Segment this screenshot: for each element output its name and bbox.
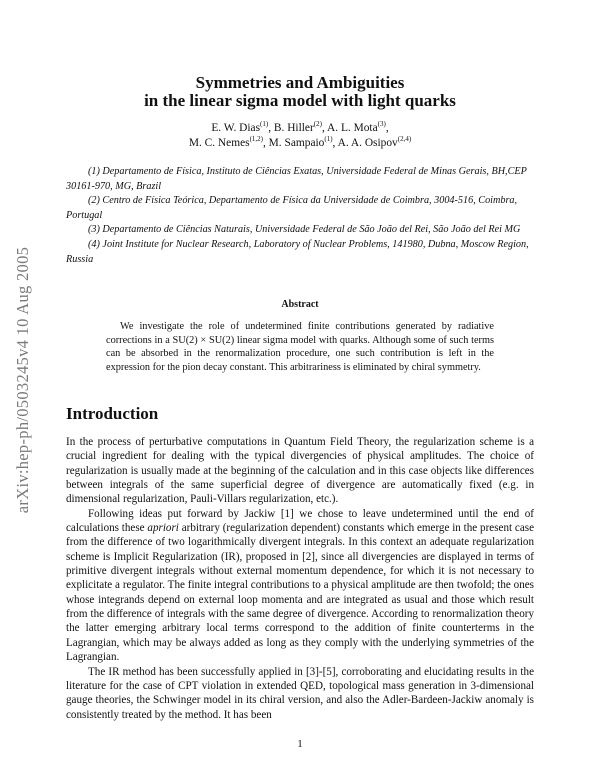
emphasis-apriori: apriori [147, 522, 179, 535]
paragraph-2-start: Following ideas put forward by Jackiw [1] we chose to leave undetermined until the end of calculations these [66, 507, 534, 535]
abstract-text: We investigate the role of undetermined finite contributions generated by radiative corrections in a SU(2) × SU(2) linear sigma model with quarks. Although some of such terms can be absorbed in the renormalization procedure, one such contribution is left in the expression for the pion decay constant. This arbitrariness is eliminated by chiral symmetry. [106, 321, 494, 374]
authors-line-2 [90, 136, 510, 151]
author-name: , M. Sampaio [262, 137, 325, 149]
arxiv-side-stamp [6, 190, 40, 570]
author-list [90, 121, 510, 151]
paragraph-2 [66, 507, 534, 665]
author-name: M. C. Nemes [188, 137, 250, 149]
affiliation-3: (3) Departamento de Ciências Naturais, Universidade Federal de São João del Rei, São João del Rei MG [88, 224, 521, 236]
page-number: 1 [297, 738, 303, 750]
arxiv-id-text: arXiv:hep-ph/0503245v4 10 Aug 2005 [13, 246, 32, 514]
authors-line-1 [90, 121, 510, 136]
affil-marker: (1,2) [249, 135, 263, 144]
paragraph-2-rest: arbitrary (regularization dependent) constants which emerge in the present case from the difference of two logarithmically divergent integrals. In this context an adequate regularization scheme is Implicit Regularization (IR), proposed in [2], since all divergencies are displayed in terms of primitive divergent integrals without external momentum dependence, for which it is not necessary to explicitate a regulator. The finite integral contributions to a physical amplitude are then twofold; the ones whose integrands depend on external loop momenta and are integrated as usual and those which result from the difference of integrals with the same degree of divergence. According to renormalization theory the latter emerging arbitrary local terms correspond to the addition of finite counterterms in the Lagrangian, which may be always added as long as they comply with the underlying symmetries of the Lagrangian. [66, 522, 534, 664]
affiliation-2: (2) Centro de Física Teórica, Departamento de Física da Universidade de Coimbra, 3004-516, Coimbra, Portugal [66, 195, 518, 221]
paragraph-1: In the process of perturbative computations in Quantum Field Theory, the regularization scheme is a crucial ingredient for dealing with the typical divergencies of physical amplitudes. The choice of regularization is usually made at the beginning of the calculation and in this case objects like differences between integrals of the same superficial degree of divergence are automatically fixed (e.g. in dimensional regularization, Pauli-Villars regularization, etc.). [66, 436, 534, 506]
affil-marker: (1) [324, 135, 333, 144]
author-name: , A. L. Mota [321, 122, 378, 134]
title-line-2: in the linear sigma model with light quarks [144, 91, 456, 110]
author-separator: , [385, 122, 389, 134]
affil-marker: (3) [377, 120, 386, 129]
affil-marker: (2,4) [397, 135, 412, 144]
author-name: E. W. Dias [211, 122, 261, 134]
affiliation-1: (1) Departamento de Física, Instituto de Ciências Exatas, Universidade Federal de Minas Gerais, BH,CEP 30161-970, MG, Brazil [66, 166, 527, 192]
paper-title [90, 74, 510, 110]
abstract-heading: Abstract [281, 299, 319, 310]
affil-marker: (1) [260, 120, 269, 129]
affiliation-4: (4) Joint Institute for Nuclear Research, Laboratory of Nuclear Problems, 141980, Dubna, Moscow Region, Russia [66, 238, 529, 265]
title-line-1: Symmetries and Ambiguities [195, 73, 405, 92]
introduction-body [66, 435, 534, 722]
author-name: , A. A. Osipov [332, 137, 398, 149]
affil-marker: (2) [313, 120, 322, 129]
author-name: , B. Hiller [268, 122, 314, 134]
section-heading-introduction: Introduction [66, 404, 159, 423]
paragraph-3: The IR method has been successfully applied in [3]-[5], corroborating and elucidating results in the literature for the case of CPT violation in extended QED, topological mass generation in 3-dimensional gauge theories, the Schwinger model in its chiral version, and also the Adler-Bardeen-Jackiw anomaly is consistently treated by the method. It has been [66, 665, 534, 721]
affiliations [66, 165, 534, 267]
